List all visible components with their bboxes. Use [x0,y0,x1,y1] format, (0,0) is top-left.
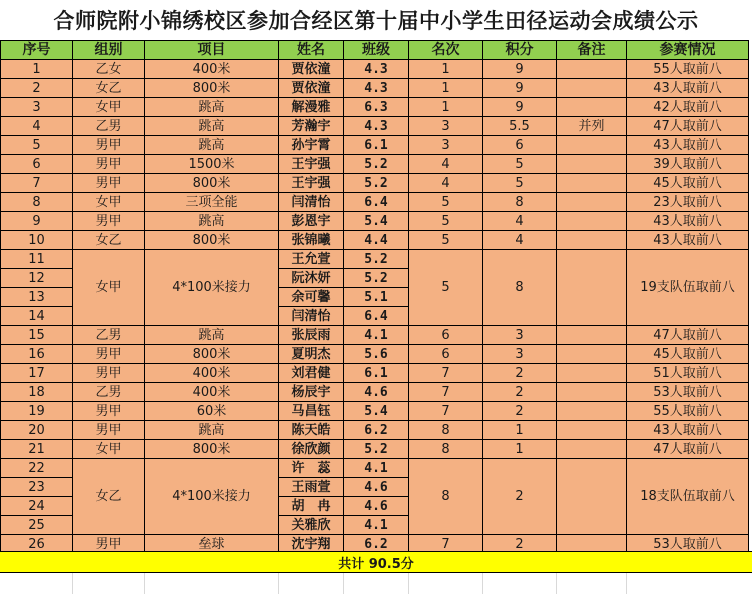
cell-name: 夏明杰 [279,345,344,364]
cell-name: 解漫雅 [279,98,344,117]
cell-group: 男甲 [73,136,145,155]
cell-class: 4.1 [344,326,409,345]
cell-group: 乙男 [73,383,145,402]
cell-name: 关雅欣 [279,516,344,535]
cell-event: 垒球 [145,535,279,554]
cell-rank: 5 [409,193,483,212]
grid-line [72,573,73,594]
cell-note [557,345,627,364]
table-row [1,155,749,174]
page-title: 合师院附小锦绣校区参加合经区第十届中小学生田径运动会成绩公示 [0,0,752,40]
cell-group: 男甲 [73,364,145,383]
cell-no: 14 [1,307,73,326]
cell-name: 芳瀚宇 [279,117,344,136]
cell-score: 2 [483,383,557,402]
cell-event: 60米 [145,402,279,421]
cell-event: 4*100米接力 [145,459,279,535]
cell-class: 4.1 [344,516,409,535]
grid-line [626,573,627,594]
cell-group: 男甲 [73,535,145,554]
cell-class: 5.4 [344,402,409,421]
cell-class: 4.3 [344,117,409,136]
cell-info: 55人取前八 [627,60,749,79]
cell-name: 王宇强 [279,174,344,193]
cell-rank: 7 [409,402,483,421]
cell-info: 47人取前八 [627,326,749,345]
cell-score: 5.5 [483,117,557,136]
cell-no: 18 [1,383,73,402]
cell-class: 5.1 [344,288,409,307]
cell-class: 5.2 [344,440,409,459]
cell-no: 1 [1,60,73,79]
cell-class: 6.3 [344,98,409,117]
cell-name: 闫清怡 [279,193,344,212]
cell-class: 5.4 [344,212,409,231]
cell-name: 彭恩宇 [279,212,344,231]
cell-rank: 1 [409,79,483,98]
cell-rank: 6 [409,345,483,364]
cell-info: 55人取前八 [627,402,749,421]
cell-score: 2 [483,459,557,535]
cell-name: 张辰雨 [279,326,344,345]
cell-class: 6.4 [344,193,409,212]
cell-info: 53人取前八 [627,535,749,554]
cell-note [557,383,627,402]
cell-class: 4.6 [344,478,409,497]
cell-info: 45人取前八 [627,174,749,193]
cell-rank: 4 [409,155,483,174]
cell-info: 45人取前八 [627,345,749,364]
cell-event: 跳高 [145,117,279,136]
table-row [1,383,749,402]
cell-note [557,459,627,535]
cell-group: 男甲 [73,421,145,440]
cell-rank: 3 [409,117,483,136]
cell-rank: 6 [409,326,483,345]
cell-info: 43人取前八 [627,79,749,98]
table-row [1,174,749,193]
header-cell: 积分 [483,41,557,60]
cell-class: 6.2 [344,421,409,440]
cell-group: 女乙 [73,79,145,98]
cell-event: 400米 [145,60,279,79]
cell-score: 4 [483,212,557,231]
cell-group: 男甲 [73,345,145,364]
cell-note [557,231,627,250]
cell-event: 三项全能 [145,193,279,212]
header-cell: 项目 [145,41,279,60]
cell-rank: 5 [409,212,483,231]
grid-line [556,573,557,594]
cell-name: 阮沐妍 [279,269,344,288]
cell-note: 并列 [557,117,627,136]
cell-score: 6 [483,136,557,155]
cell-rank: 4 [409,174,483,193]
table-row [1,212,749,231]
cell-score: 2 [483,402,557,421]
cell-note [557,79,627,98]
cell-note [557,250,627,326]
header-row [1,41,749,60]
header-cell: 组别 [73,41,145,60]
cell-name: 陈天皓 [279,421,344,440]
cell-no: 7 [1,174,73,193]
cell-no: 2 [1,79,73,98]
cell-group: 男甲 [73,155,145,174]
cell-name: 胡 冉 [279,497,344,516]
cell-class: 6.4 [344,307,409,326]
header-cell: 序号 [1,41,73,60]
table-row [1,459,749,478]
cell-event: 4*100米接力 [145,250,279,326]
cell-no: 20 [1,421,73,440]
cell-event: 400米 [145,383,279,402]
cell-no: 24 [1,497,73,516]
cell-class: 5.2 [344,269,409,288]
cell-note [557,364,627,383]
cell-no: 4 [1,117,73,136]
table-row [1,136,749,155]
cell-rank: 8 [409,459,483,535]
cell-no: 16 [1,345,73,364]
cell-no: 17 [1,364,73,383]
grid-line [278,573,279,594]
table-row [1,364,749,383]
cell-no: 12 [1,269,73,288]
cell-score: 8 [483,193,557,212]
cell-group: 女甲 [73,250,145,326]
header-cell: 姓名 [279,41,344,60]
cell-score: 2 [483,364,557,383]
cell-no: 25 [1,516,73,535]
cell-note [557,155,627,174]
empty-grid-area [0,573,752,594]
cell-no: 3 [1,98,73,117]
cell-rank: 7 [409,535,483,554]
cell-rank: 7 [409,383,483,402]
cell-note [557,60,627,79]
cell-rank: 8 [409,440,483,459]
cell-event: 400米 [145,364,279,383]
cell-score: 5 [483,174,557,193]
cell-event: 800米 [145,345,279,364]
cell-name: 沈宇翔 [279,535,344,554]
cell-event: 800米 [145,231,279,250]
cell-score: 9 [483,98,557,117]
cell-info: 39人取前八 [627,155,749,174]
cell-group: 女乙 [73,231,145,250]
cell-event: 跳高 [145,421,279,440]
cell-name: 余可馨 [279,288,344,307]
cell-score: 8 [483,250,557,326]
header-cell: 名次 [409,41,483,60]
cell-no: 5 [1,136,73,155]
table-row [1,421,749,440]
cell-info: 18支队伍取前八 [627,459,749,535]
cell-class: 5.6 [344,345,409,364]
cell-note [557,174,627,193]
cell-score: 2 [483,535,557,554]
cell-class: 5.2 [344,155,409,174]
cell-rank: 5 [409,250,483,326]
cell-score: 5 [483,155,557,174]
cell-score: 3 [483,345,557,364]
cell-name: 贾依潼 [279,60,344,79]
cell-class: 4.3 [344,60,409,79]
cell-no: 10 [1,231,73,250]
cell-group: 男甲 [73,402,145,421]
cell-no: 13 [1,288,73,307]
cell-no: 6 [1,155,73,174]
cell-name: 马昌钰 [279,402,344,421]
cell-score: 1 [483,421,557,440]
cell-rank: 5 [409,231,483,250]
cell-info: 43人取前八 [627,231,749,250]
cell-score: 4 [483,231,557,250]
cell-note [557,212,627,231]
cell-class: 4.3 [344,79,409,98]
cell-name: 王雨萱 [279,478,344,497]
cell-name: 闫清怡 [279,307,344,326]
cell-event: 800米 [145,174,279,193]
grid-line [343,573,344,594]
cell-score: 9 [483,79,557,98]
cell-group: 女甲 [73,440,145,459]
grid-line [144,573,145,594]
cell-note [557,402,627,421]
cell-name: 孙宇霄 [279,136,344,155]
cell-group: 乙女 [73,60,145,79]
cell-group: 乙男 [73,117,145,136]
cell-info: 19支队伍取前八 [627,250,749,326]
table-row [1,326,749,345]
header-cell: 班级 [344,41,409,60]
cell-score: 3 [483,326,557,345]
cell-event: 跳高 [145,98,279,117]
table-row [1,250,749,269]
cell-class: 4.6 [344,497,409,516]
cell-info: 43人取前八 [627,212,749,231]
total-row: 共计 90.5分 [0,551,752,573]
cell-name: 许 蕊 [279,459,344,478]
cell-name: 杨辰宇 [279,383,344,402]
cell-class: 5.2 [344,250,409,269]
cell-group: 男甲 [73,212,145,231]
results-table [0,40,749,554]
header-cell: 备注 [557,41,627,60]
cell-rank: 1 [409,60,483,79]
cell-note [557,326,627,345]
cell-group: 乙男 [73,326,145,345]
cell-event: 1500米 [145,155,279,174]
cell-info: 43人取前八 [627,136,749,155]
cell-group: 女甲 [73,193,145,212]
cell-info: 42人取前八 [627,98,749,117]
cell-no: 21 [1,440,73,459]
cell-note [557,193,627,212]
cell-no: 22 [1,459,73,478]
cell-no: 23 [1,478,73,497]
cell-rank: 8 [409,421,483,440]
cell-info: 23人取前八 [627,193,749,212]
cell-class: 6.1 [344,136,409,155]
cell-event: 跳高 [145,136,279,155]
cell-name: 贾依潼 [279,79,344,98]
table-row [1,79,749,98]
cell-note [557,98,627,117]
cell-name: 刘君健 [279,364,344,383]
cell-event: 800米 [145,79,279,98]
table-row [1,60,749,79]
cell-name: 徐欣颜 [279,440,344,459]
cell-rank: 3 [409,136,483,155]
cell-name: 王宇强 [279,155,344,174]
cell-event: 跳高 [145,326,279,345]
cell-info: 43人取前八 [627,421,749,440]
table-row [1,402,749,421]
cell-class: 6.1 [344,364,409,383]
cell-info: 51人取前八 [627,364,749,383]
table-row [1,440,749,459]
cell-event: 800米 [145,440,279,459]
cell-no: 15 [1,326,73,345]
cell-info: 47人取前八 [627,117,749,136]
grid-line [482,573,483,594]
cell-no: 26 [1,535,73,554]
cell-rank: 1 [409,98,483,117]
cell-name: 张锦曦 [279,231,344,250]
table-row [1,345,749,364]
cell-class: 4.6 [344,383,409,402]
cell-score: 1 [483,440,557,459]
table-row [1,98,749,117]
cell-note [557,421,627,440]
cell-class: 4.1 [344,459,409,478]
cell-class: 5.2 [344,174,409,193]
cell-no: 11 [1,250,73,269]
cell-rank: 7 [409,364,483,383]
cell-score: 9 [483,60,557,79]
header-cell: 参赛情况 [627,41,749,60]
cell-class: 4.4 [344,231,409,250]
table-row [1,231,749,250]
cell-event: 跳高 [145,212,279,231]
cell-info: 53人取前八 [627,383,749,402]
grid-line [408,573,409,594]
cell-class: 6.2 [344,535,409,554]
cell-name: 王允萱 [279,250,344,269]
table-row [1,117,749,136]
cell-group: 男甲 [73,174,145,193]
cell-group: 女乙 [73,459,145,535]
cell-group: 女甲 [73,98,145,117]
cell-no: 19 [1,402,73,421]
cell-no: 8 [1,193,73,212]
table-row [1,193,749,212]
cell-no: 9 [1,212,73,231]
cell-info: 47人取前八 [627,440,749,459]
cell-note [557,136,627,155]
cell-note [557,440,627,459]
